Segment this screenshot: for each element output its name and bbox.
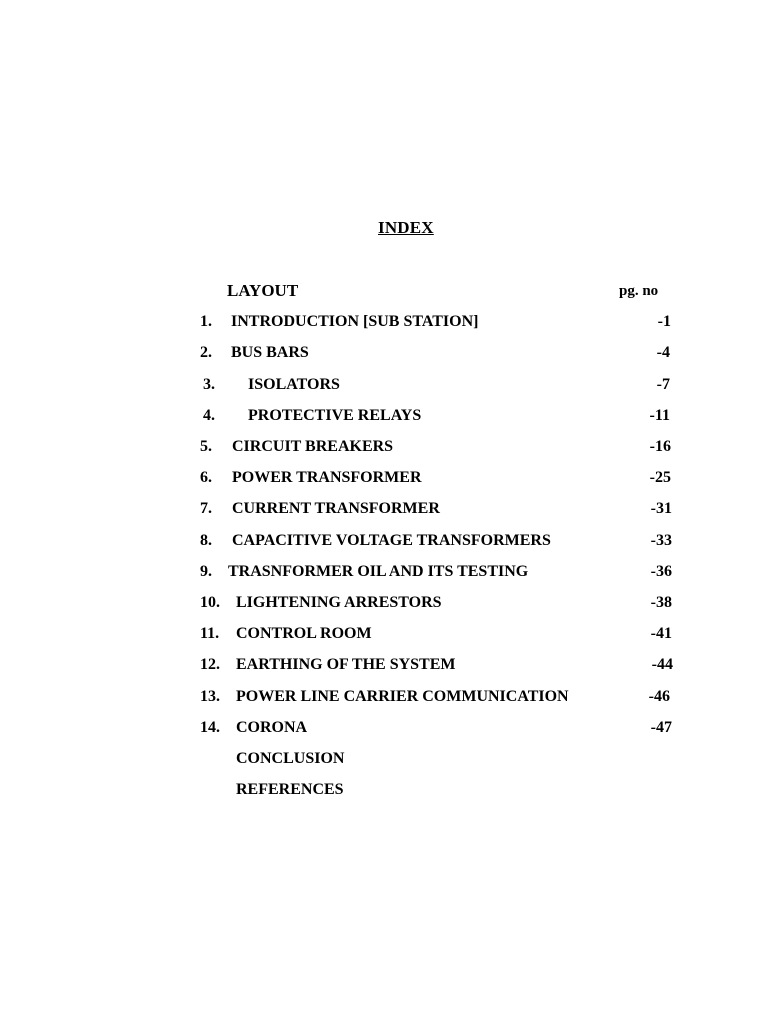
index-entry <box>0 404 768 428</box>
entry-number: 2. <box>200 344 212 361</box>
entry-number: 8. <box>200 532 212 549</box>
entry-page: -7 <box>656 376 670 393</box>
entry-label: CORONA <box>236 719 308 736</box>
entry-number: 1. <box>200 313 212 330</box>
entry-page: -25 <box>649 469 671 486</box>
index-entry <box>0 653 768 677</box>
entry-page: -44 <box>651 656 673 673</box>
entry-number: 11. <box>200 625 220 642</box>
entry-label: EARTHING OF THE SYSTEM <box>236 656 456 673</box>
entry-label: CONTROL ROOM <box>236 625 372 642</box>
entry-number: 14. <box>200 719 220 736</box>
entry-label: PROTECTIVE RELAYS <box>248 407 422 424</box>
index-entry <box>0 497 768 521</box>
entry-page: -36 <box>650 563 672 580</box>
entry-number: 12. <box>200 656 220 673</box>
index-entry <box>0 716 768 740</box>
entry-label: INTRODUCTION [SUB STATION] <box>231 313 479 330</box>
index-title: INDEX <box>378 218 434 237</box>
entry-page: -41 <box>650 625 672 642</box>
index-entry <box>0 685 768 709</box>
entry-page: -11 <box>649 407 670 424</box>
entry-number: 13. <box>200 688 220 705</box>
entry-number: 7. <box>200 500 212 517</box>
entry-number: 10. <box>200 594 220 611</box>
index-entry <box>0 373 768 397</box>
entry-number: 3. <box>203 376 215 393</box>
entry-page: -47 <box>650 719 672 736</box>
entry-number: 6. <box>200 469 212 486</box>
entry-label: BUS BARS <box>231 344 309 361</box>
entry-label: CONCLUSION <box>236 750 345 767</box>
entry-label: TRASNFORMER OIL AND ITS TESTING <box>228 563 529 580</box>
entry-page: -31 <box>650 500 672 517</box>
page-number-header: pg. no <box>619 283 659 299</box>
entry-page: -33 <box>650 532 672 549</box>
index-entry <box>0 622 768 646</box>
entry-label: POWER TRANSFORMER <box>232 469 422 486</box>
entry-page: -1 <box>657 313 671 330</box>
index-entry <box>0 747 768 771</box>
entry-label: CURRENT TRANSFORMER <box>232 500 440 517</box>
entry-label: REFERENCES <box>236 781 344 798</box>
index-entry <box>0 560 768 584</box>
entry-label: CAPACITIVE VOLTAGE TRANSFORMERS <box>232 532 551 549</box>
entry-label: ISOLATORS <box>248 376 340 393</box>
entry-page: -16 <box>649 438 671 455</box>
entry-label: POWER LINE CARRIER COMMUNICATION <box>236 688 569 705</box>
entry-number: 9. <box>200 563 212 580</box>
index-entry <box>0 778 768 802</box>
entry-page: -46 <box>648 688 670 705</box>
index-entry <box>0 529 768 553</box>
entry-number: 4. <box>203 407 215 424</box>
index-entry <box>0 591 768 615</box>
entry-page: -38 <box>650 594 672 611</box>
entry-label: LIGHTENING ARRESTORS <box>236 594 442 611</box>
entry-page: -4 <box>656 344 670 361</box>
index-entry <box>0 310 768 334</box>
index-entry <box>0 341 768 365</box>
index-entry <box>0 435 768 459</box>
layout-label: LAYOUT <box>227 281 299 300</box>
entry-number: 5. <box>200 438 212 455</box>
index-entry <box>0 466 768 490</box>
entry-label: CIRCUIT BREAKERS <box>232 438 394 455</box>
